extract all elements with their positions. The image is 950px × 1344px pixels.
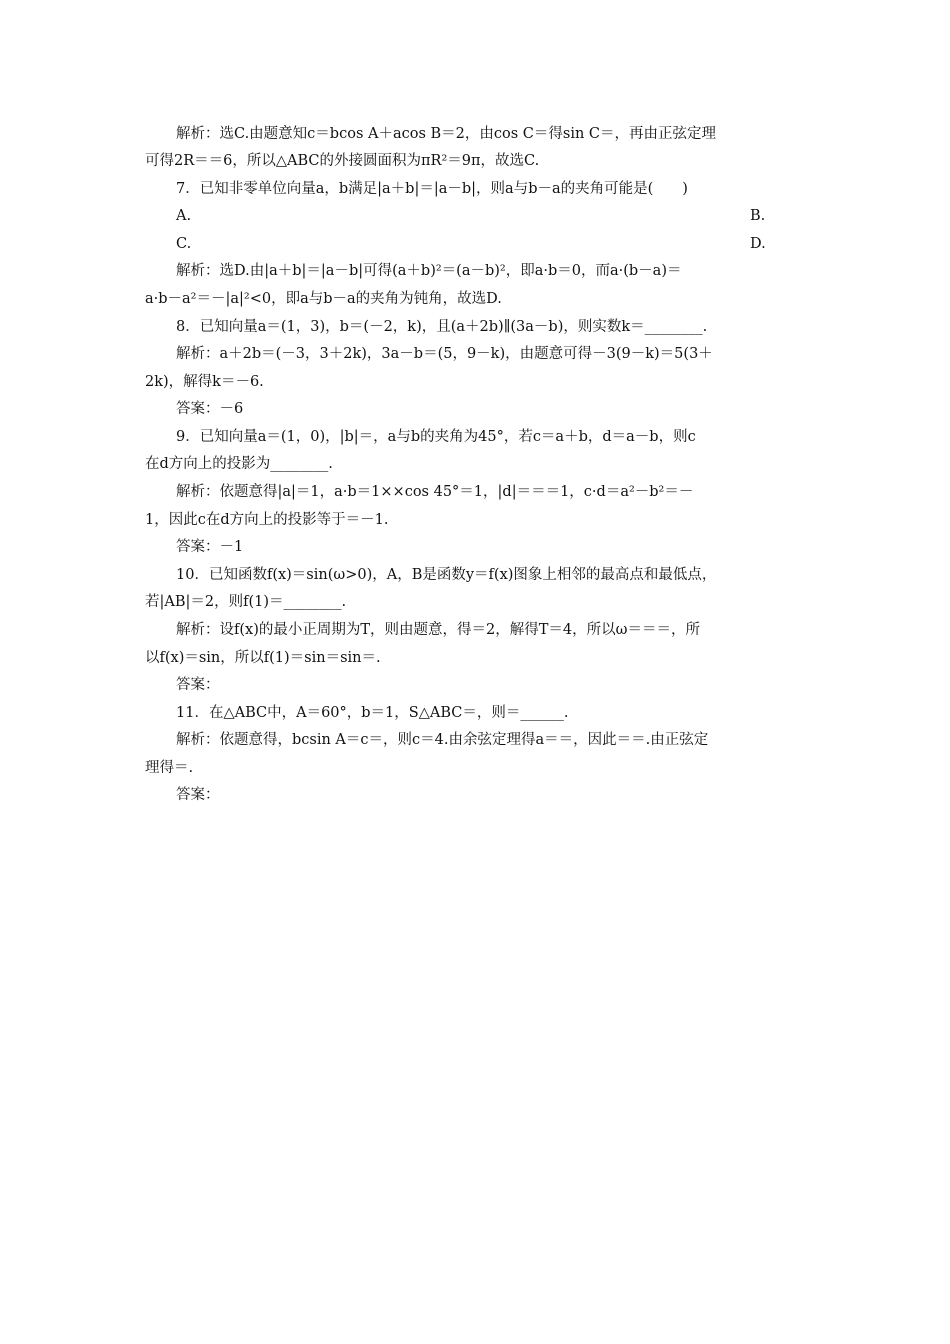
q9-solution-line-1: 解析：依题意得|a|＝1，a·b＝1××cos 45°＝1，|d|＝＝＝1，c·d＝a²－b²＝－	[176, 484, 694, 500]
q9-question-line-2: 在d方向上的投影为________.	[145, 456, 333, 472]
q11-solution-line-2: 理得＝.	[145, 760, 194, 776]
q10-answer: 答案：	[176, 677, 220, 693]
q10-question-line-1: 10．已知函数f(x)＝sin(ω>0)，A，B是函数y＝f(x)图象上相邻的最高点和最低点，	[176, 567, 717, 583]
q9-answer: 答案：－1	[176, 539, 244, 555]
q9-solution-line-2: 1，因此c在d方向上的投影等于＝－1.	[145, 512, 389, 528]
q10-solution-line-1: 解析：设f(x)的最小正周期为T，则由题意，得＝2，解得T＝4，所以ω＝＝＝，所	[176, 622, 700, 638]
q10-solution-line-2: 以f(x)＝sin，所以f(1)＝sin＝sin＝.	[145, 650, 381, 666]
q9-question-line-1: 9．已知向量a＝(1，0)，|b|＝，a与b的夹角为45°，若c＝a＋b，d＝a－b，则c	[176, 429, 696, 445]
q7-option-c: C.	[176, 236, 192, 252]
q7-option-b: B.	[750, 208, 766, 224]
q7-option-row-2	[176, 234, 841, 254]
q7-question: 7．已知非零单位向量a，b满足|a＋b|＝|a－b|，则a与b－a的夹角可能是( )	[176, 181, 688, 197]
q7-option-d: D.	[750, 236, 766, 252]
q11-answer: 答案：	[176, 787, 220, 803]
q8-question: 8．已知向量a＝(1，3)，b＝(－2，k)，且(a＋2b)∥(3a－b)，则实数k＝________.	[176, 319, 708, 335]
q6-solution-line-1: 解析：选C.由题意知c＝bcos A＋acos B＝2，由cos C＝得sin C＝，再由正弦定理	[176, 126, 717, 142]
q11-question: 11．在△ABC中，A＝60°，b＝1，S△ABC＝，则＝______.	[176, 705, 569, 721]
q7-option-a: A.	[176, 208, 192, 224]
q11-solution-line-1: 解析：依题意得，bcsin A＝c＝，则c＝4.由余弦定理得a＝＝，因此＝＝.由正弦定	[176, 732, 709, 748]
q7-option-row-1	[176, 206, 841, 226]
q8-answer: 答案：－6	[176, 401, 244, 417]
q6-solution-line-2: 可得2R＝＝6，所以△ABC的外接圆面积为πR²＝9π，故选C.	[145, 153, 540, 169]
q8-solution-line-1: 解析：a＋2b＝(－3，3＋2k)，3a－b＝(5，9－k)，由题意可得－3(9－k)＝5(3＋	[176, 346, 713, 362]
q10-question-line-2: 若|AB|＝2，则f(1)＝________.	[145, 594, 347, 610]
q8-solution-line-2: 2k)，解得k＝－6.	[145, 374, 264, 390]
q7-solution-line-1: 解析：选D.由|a＋b|＝|a－b|可得(a＋b)²＝(a－b)²，即a·b＝0，而a·(b－a)＝	[176, 263, 682, 279]
q7-solution-line-2: a·b－a²＝－|a|²<0，即a与b－a的夹角为钝角，故选D.	[145, 291, 502, 307]
